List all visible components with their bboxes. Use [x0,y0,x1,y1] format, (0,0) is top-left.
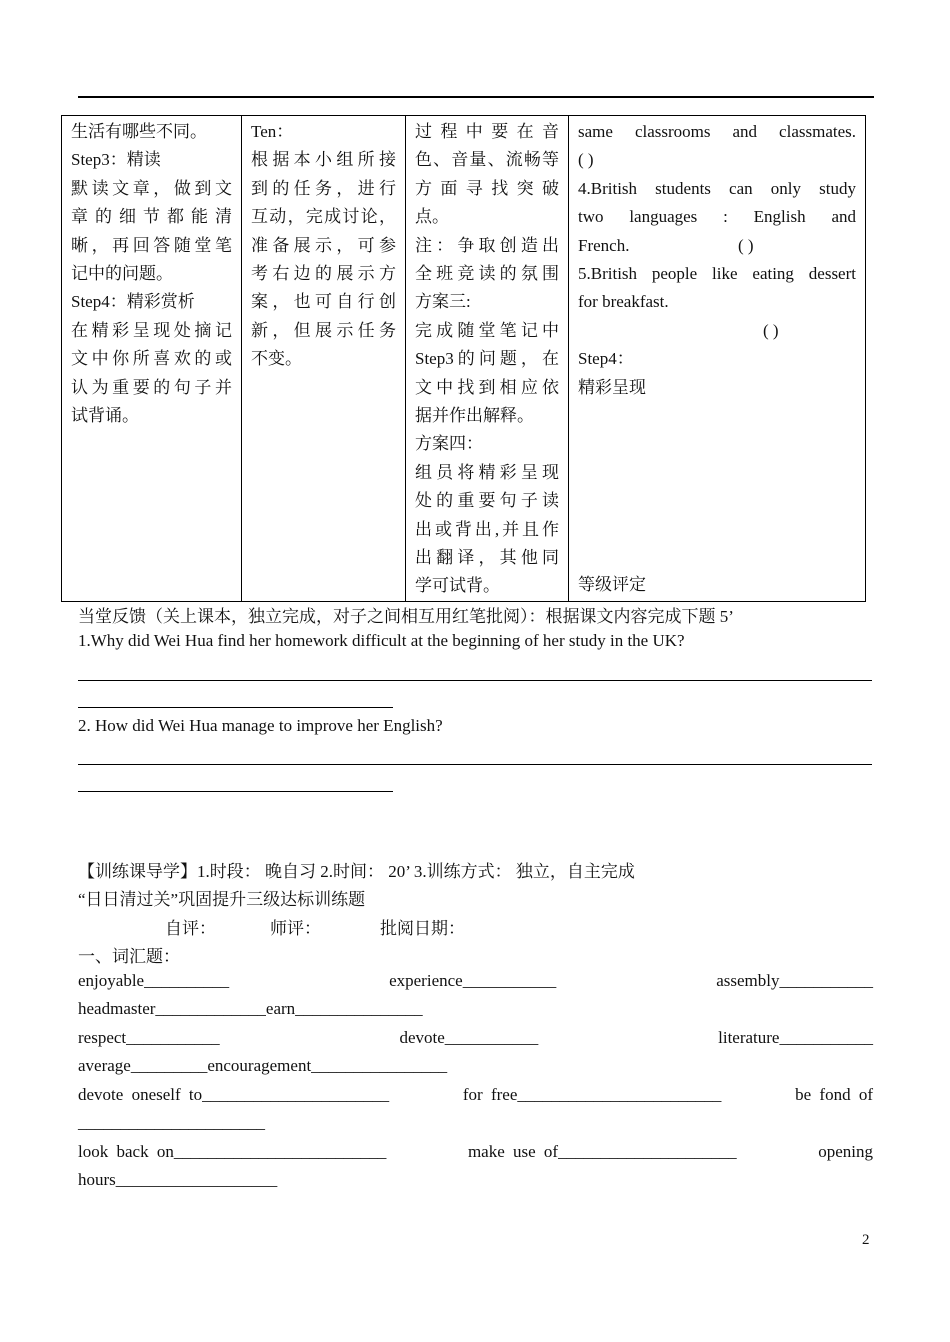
col3-line: 方面寻找突破 [415,178,559,198]
col3-line: 完成随堂笔记中 [415,320,559,340]
col2-line: 考右边的展示方 [251,263,396,283]
col2-line: 准备展示，可参 [251,235,396,255]
question-1: 1.Why did Wei Hua find her homework difficult at the beginning of her study in the UK? [78,631,685,650]
table-col-group-tasks [242,116,406,602]
col4-line: 5.British people like eating dessert [578,263,856,283]
question-2: 2. How did Wei Hua manage to improve her English? [78,716,443,735]
vocab-item: experience___________ [389,971,557,990]
col1-line: 在精彩呈现处摘记 [71,320,232,340]
vocab-item: average_________encouragement________________ [78,1056,448,1075]
vocab-item: enjoyable__________ [78,971,230,990]
vocab-item: literature___________ [718,1028,873,1047]
col4-french: French. [578,235,630,255]
vocab-row [78,1142,873,1162]
col1-line: 文中你所喜欢的或 [71,349,232,369]
header-rule [78,96,874,98]
col3-line: 全班竞读的氛围 [415,263,559,283]
col4-line: Step4： [578,349,634,369]
col2-line: Ten： [251,122,294,141]
col3-line: 色、音量、流畅等 [415,150,559,170]
col1-line: 章的细节都能清 [71,207,232,227]
table-col-notes [569,116,866,602]
table-col-display-plans [406,116,569,602]
col3-line: 处的重要句子读 [415,491,559,511]
col3-line: 注：争取创造出 [415,235,559,255]
col1-line: 认为重要的句子并 [71,377,232,397]
training-subtitle: “日日清过关”巩固提升三级达标训练题 [78,890,366,909]
col4-answer-blank: ( ) [737,235,754,255]
vocab-item: devote___________ [399,1028,539,1047]
col2-line: 新，但展示任务 [251,320,396,340]
vocab-item: headmaster_____________earn_______________ [78,999,423,1018]
vocab-item: respect___________ [78,1028,220,1047]
answer-line [78,791,393,792]
col3-line: 出翻译，其他同 [415,547,559,567]
table-col-student-steps [62,116,242,602]
col4-answer-blank: ( ) [578,150,594,170]
rating-label: 等级评定 [578,575,646,594]
section-title: 一、词汇题： [78,947,180,966]
col4-answer-blank: ( ) [763,320,779,340]
col1-line: 生活有哪些不同。 [71,122,207,141]
col1-line: Step3：精读 [71,150,161,170]
col3-line: 出或背出,并且作 [415,519,559,539]
vocab-item: for free________________________ [462,1085,722,1104]
vocab-item: hours___________________ [78,1170,278,1189]
answer-line [78,707,393,708]
col1-line: 默读文章，做到文 [71,178,232,198]
vocab-item: devote oneself to______________________ [78,1085,390,1104]
teacher-eval-label: 师评： [270,919,321,938]
col1-line: 记中的问题。 [71,263,173,283]
vocab-item: ______________________ [78,1113,265,1132]
vocab-item: look back on_________________________ [78,1142,387,1161]
col3-line: 组员将精彩呈现 [415,462,559,482]
col3-line: 点。 [415,207,449,227]
col2-line: 到的任务，进行 [251,178,396,198]
col2-line: 根据本小组所接 [251,150,396,170]
self-eval-label: 自评： [165,919,216,938]
activity-table [61,115,866,602]
col3-line: 方案四： [415,434,483,454]
feedback-title: 当堂反馈（关上课本，独立完成，对子之间相互用红笔批阅）：根据课文内容完成下题 5’ [78,607,734,626]
col2-line: 互动，完成讨论， [251,207,396,227]
answer-line [78,764,872,765]
col2-line: 不变。 [251,349,302,369]
page-number: 2 [862,1232,870,1248]
vocab-item: make use of_____________________ [467,1142,737,1161]
col4-line [578,232,856,260]
col3-line: 据并作出解释。 [415,405,534,425]
vocab-item: be fond of [795,1085,873,1104]
col3-line: 文中找到相应依 [415,377,559,397]
vocab-item: assembly___________ [716,971,873,990]
col4-line: two languages : English and [578,207,856,227]
col4-line: 精彩呈现 [578,377,646,397]
col4-line: same classrooms and classmates. [578,122,856,141]
col3-line: 学可试背。 [415,576,500,596]
answer-line [78,680,872,681]
col1-line: 晰，再回答随堂笔 [71,235,232,255]
col3-line: 过程中要在音 [415,122,559,141]
col1-line: 试背诵。 [71,405,139,425]
col3-line: Step3的问题，在 [415,349,559,369]
col1-line: Step4：精彩赏析 [71,292,195,312]
vocab-row [78,971,873,991]
review-date-label: 批阅日期： [380,919,465,938]
col3-line: 方案三: [415,292,471,312]
col4-line: for breakfast. [578,292,669,312]
vocab-row [78,1085,873,1105]
vocab-row [78,1028,873,1048]
vocab-item: opening [818,1142,873,1161]
col2-line: 案，也可自行创 [251,292,396,312]
training-header: 【训练课导学】1.时段： 晚自习 2.时间： 20’ 3.训练方式： 独立，自主完成 [78,862,635,881]
col4-line: 4.British students can only study [578,178,856,198]
